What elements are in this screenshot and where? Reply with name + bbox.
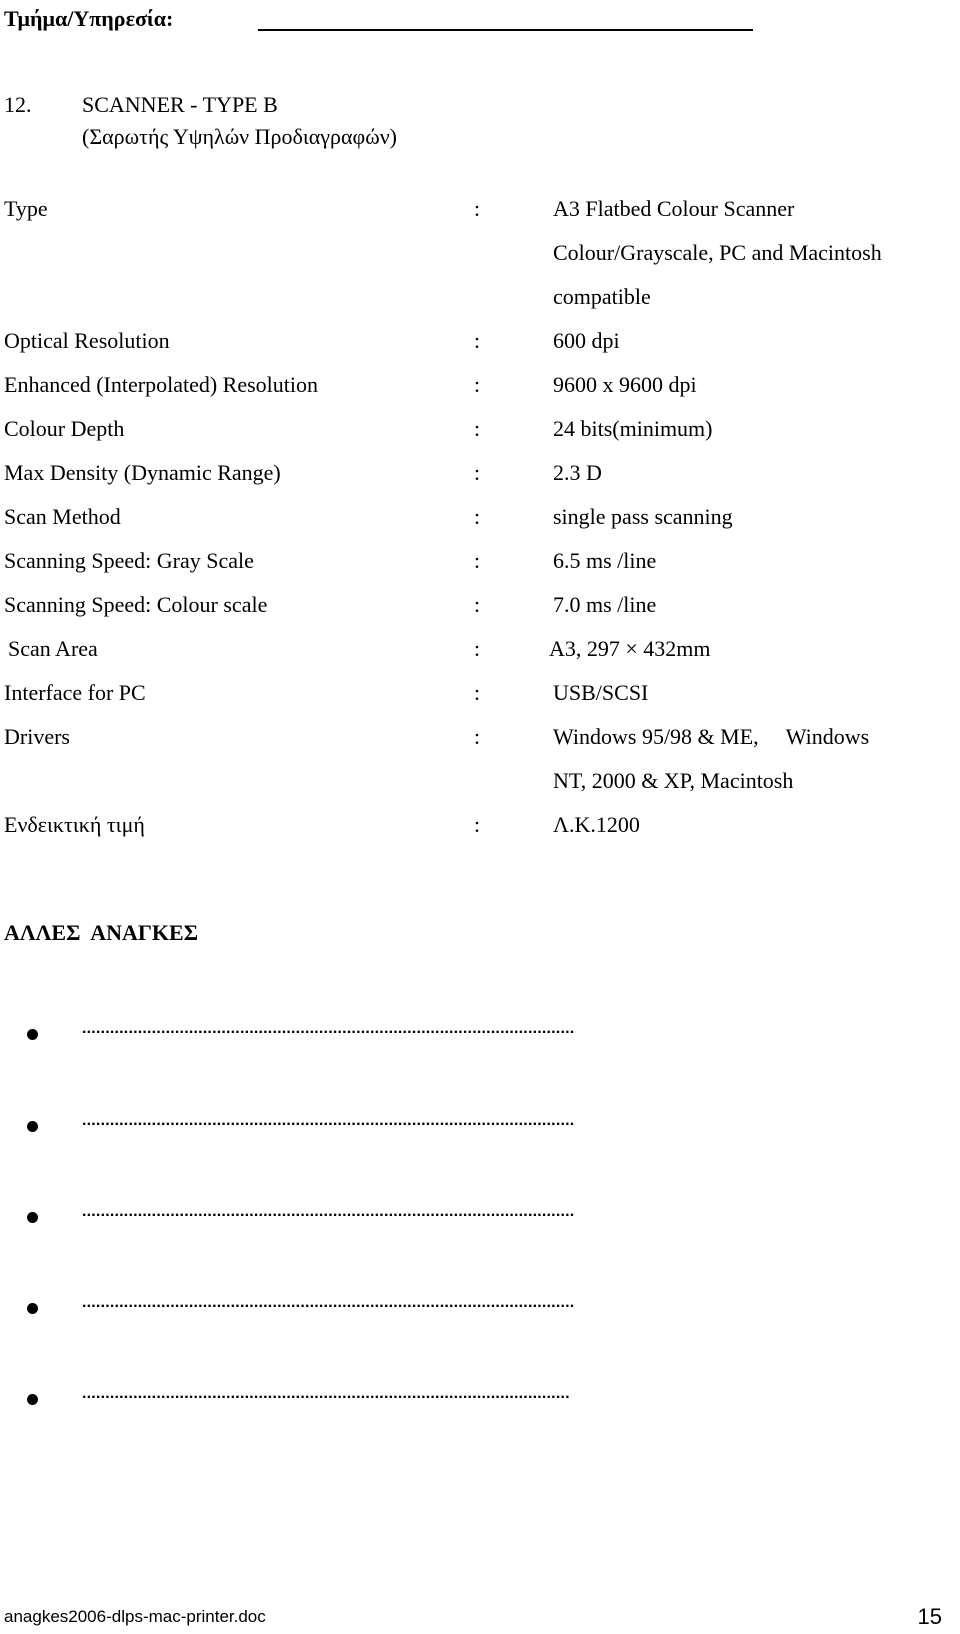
spec-value: 2.3 D [553, 460, 602, 485]
spec-value-continuation: Colour/Grayscale, PC and Macintosh [553, 240, 882, 265]
spec-colon: : [474, 416, 481, 441]
bullet-icon [27, 1121, 38, 1132]
spec-row-type [0, 196, 960, 240]
spec-value: Windows 95/98 & ME, Windows [553, 724, 870, 749]
spec-row-enhanced-resolution [0, 372, 960, 416]
spec-colon: : [474, 724, 481, 749]
spec-label: Ενδεικτική τιμή [4, 812, 145, 837]
footer-page-number: 15 [917, 1604, 942, 1629]
spec-colon: : [474, 812, 481, 837]
list-item [0, 1203, 960, 1233]
department-label: Τμήμα/Υπηρεσία: [4, 6, 174, 31]
spec-label: Scanning Speed: Colour scale [4, 592, 268, 617]
spec-value-continuation: NT, 2000 & XP, Macintosh [553, 768, 794, 793]
spec-value: single pass scanning [553, 504, 733, 529]
bullet-icon [27, 1029, 38, 1040]
spec-label: Scanning Speed: Gray Scale [4, 548, 254, 573]
dotted-fill-line: .......................................................................................................... [82, 1203, 575, 1220]
bullet-icon [27, 1394, 38, 1405]
dotted-fill-line: .......................................................................................................... [82, 1112, 575, 1129]
spec-label: Optical Resolution [4, 328, 170, 353]
spec-colon: : [474, 328, 481, 353]
spec-label: Scan Method [4, 504, 121, 529]
spec-label: Interface for PC [4, 680, 146, 705]
list-item [0, 1112, 960, 1142]
spec-label: Enhanced (Interpolated) Resolution [4, 372, 319, 397]
spec-value-continuation: compatible [553, 284, 651, 309]
spec-row-drivers [0, 724, 960, 768]
spec-row-indicative-price [0, 812, 960, 856]
spec-row-max-density [0, 460, 960, 504]
spec-value: 600 dpi [553, 328, 620, 353]
spec-value: USB/SCSI [553, 680, 649, 705]
spec-colon: : [474, 592, 481, 617]
spec-label: Max Density (Dynamic Range) [4, 460, 281, 485]
spec-value: Λ.Κ.1200 [553, 812, 640, 837]
spec-value: A3, 297 × 432mm [549, 636, 711, 661]
spec-colon: : [474, 196, 481, 221]
spec-row-interface [0, 680, 960, 724]
list-item [0, 1294, 960, 1324]
spec-row-speed-gray [0, 548, 960, 592]
spec-label: Colour Depth [4, 416, 125, 441]
spec-row-speed-colour [0, 592, 960, 636]
department-fill-line [258, 29, 753, 31]
spec-colon: : [474, 548, 481, 573]
spec-row-optical-resolution [0, 328, 960, 372]
dotted-fill-line: .......................................................................................................... [82, 1020, 575, 1037]
spec-label: Type [4, 196, 48, 221]
spec-colon: : [474, 680, 481, 705]
bullet-icon [27, 1303, 38, 1314]
spec-colon: : [474, 636, 481, 661]
section-number: 12. [4, 92, 32, 117]
footer-filename: anagkes2006-dlps-mac-printer.doc [4, 1607, 266, 1626]
spec-row-colour-depth [0, 416, 960, 460]
spec-value: 6.5 ms /line [553, 548, 657, 573]
list-item [0, 1385, 960, 1415]
spec-value: 9600 x 9600 dpi [553, 372, 697, 397]
bullet-icon [27, 1212, 38, 1223]
spec-value: 24 bits(minimum) [553, 416, 713, 441]
spec-row-scan-area [0, 636, 960, 680]
section-subtitle: (Σαρωτής Υψηλών Προδιαγραφών) [82, 124, 397, 149]
spec-label: Drivers [4, 724, 70, 749]
dotted-fill-line: ......................................................................................................... [82, 1385, 570, 1402]
spec-row-scan-method [0, 504, 960, 548]
spec-value: A3 Flatbed Colour Scanner [553, 196, 795, 221]
list-item [0, 1020, 960, 1050]
spec-label: Scan Area [8, 636, 98, 661]
spec-colon: : [474, 372, 481, 397]
section-title: SCANNER - TYPE B [82, 92, 278, 117]
dotted-fill-line: .......................................................................................................... [82, 1294, 575, 1311]
spec-value: 7.0 ms /line [553, 592, 657, 617]
spec-colon: : [474, 504, 481, 529]
other-needs-heading: ΑΛΛΕΣ ΑΝΑΓΚΕΣ [4, 920, 199, 945]
spec-colon: : [474, 460, 481, 485]
